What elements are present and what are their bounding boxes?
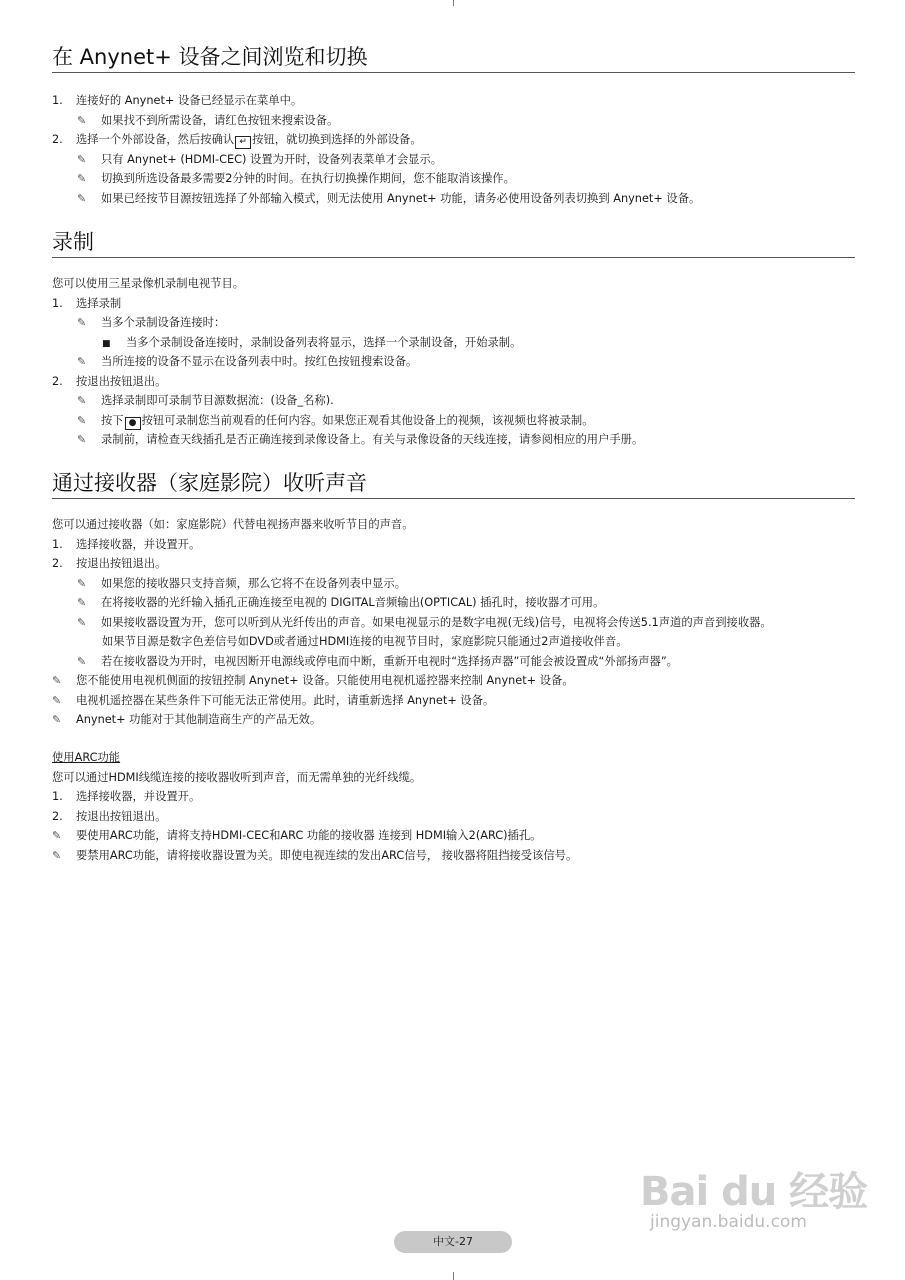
line-text: 选择接收器，并设置开。 bbox=[76, 537, 201, 551]
numbered-step bbox=[52, 557, 166, 571]
line-text: 录制前，请检查天线插孔是否正确连接到录像设备上。有关与录像设备的天线连接，请参阅相应的用户手册。 bbox=[101, 433, 644, 446]
note-pencil-icon: ✎ bbox=[77, 152, 87, 166]
section-title-anynet bbox=[52, 44, 855, 73]
line-text: 只有 Anynet+ (HDMI-CEC) 设置为开时，设备列表菜单才会显示。 bbox=[101, 152, 443, 166]
section-title-record bbox=[52, 229, 855, 258]
note-pencil-icon: ✎ bbox=[77, 413, 87, 427]
note-line bbox=[77, 192, 700, 206]
step-number: 2. bbox=[52, 374, 63, 388]
note-pencil-icon: ✎ bbox=[77, 191, 87, 205]
line-text: 您可以通过HDMI线缆连接的接收器收听到声音，而无需单独的光纤线缆。 bbox=[52, 770, 422, 784]
note-pencil-icon: ✎ bbox=[77, 355, 87, 368]
line-text: 如果您的接收器只支持音频，那么它将不在设备列表中显示。 bbox=[101, 576, 407, 590]
note-line bbox=[77, 355, 417, 369]
note-line bbox=[52, 694, 494, 708]
step-number: 2. bbox=[52, 557, 63, 570]
bullet-line bbox=[102, 336, 521, 351]
page-number: 中文-27 bbox=[394, 1231, 512, 1253]
enter-button-icon: ↵ bbox=[235, 136, 251, 149]
note-line bbox=[77, 316, 225, 330]
text-line bbox=[52, 518, 414, 532]
numbered-step bbox=[52, 133, 422, 149]
note-line bbox=[77, 414, 594, 430]
line-text: 按下 bbox=[101, 413, 124, 427]
note-pencil-icon: ✎ bbox=[77, 576, 87, 590]
line-text: 您不能使用电视机侧面的按钮控制 Anynet+ 设备。只能使用电视机遥控器来控制 Anynet+ 设备。 bbox=[76, 674, 574, 687]
line-text: 连接好的 Anynet+ 设备已经显示在菜单中。 bbox=[76, 94, 303, 107]
line-text: 您可以使用三星录像机录制电视节目。 bbox=[52, 277, 245, 290]
line-text: 如果已经按节目源按钮选择了外部输入模式，则无法使用 Anynet+ 功能，请务必使用设备列表切换到 Anynet+ 设备。 bbox=[101, 191, 701, 205]
line-text: 若在接收器设为开时，电视因断开电源线或停电而中断，重新开电视时“选择扬声器”可能会被设置成“外部扬声器”。 bbox=[101, 654, 678, 668]
line-text: 按退出按钮退出。 bbox=[76, 557, 167, 570]
page-title: 在 Anynet+ 设备之间浏览和切换 bbox=[52, 44, 855, 73]
watermark-logo: Bai du 经验 bbox=[640, 1169, 868, 1215]
step-number: 2. bbox=[52, 809, 63, 823]
step-number: 1. bbox=[52, 790, 63, 804]
subheading bbox=[52, 751, 120, 765]
text-line bbox=[52, 771, 421, 785]
numbered-step bbox=[52, 810, 166, 824]
note-pencil-icon: ✎ bbox=[77, 654, 87, 668]
line-text: 当多个录制设备连接时： bbox=[101, 316, 226, 329]
note-pencil-icon: ✎ bbox=[77, 316, 87, 329]
note-line bbox=[77, 172, 515, 186]
note-line bbox=[77, 655, 678, 669]
note-line bbox=[77, 153, 442, 167]
square-bullet-icon: ■ bbox=[102, 338, 111, 349]
text-line bbox=[52, 277, 244, 291]
note-line bbox=[77, 616, 772, 630]
note-line bbox=[77, 577, 406, 591]
line-text: 选择接收器，并设置开。 bbox=[76, 790, 201, 804]
section-heading: 通过接收器（家庭影院）收听声音 bbox=[52, 470, 855, 499]
step-number: 1. bbox=[52, 296, 63, 310]
note-pencil-icon: ✎ bbox=[77, 394, 87, 407]
note-pencil-icon: ✎ bbox=[77, 172, 87, 185]
line-text: 您可以通过接收器（如：家庭影院）代替电视扬声器来收听节目的声音。 bbox=[52, 518, 414, 531]
numbered-step bbox=[52, 94, 302, 108]
line-text: 要禁用ARC功能，请将接收器设置为关。即使电视连续的发出ARC信号， 接收器将阻挡接受该信号。 bbox=[76, 848, 578, 862]
line-text: Anynet+ 功能对于其他制造商生产的产品无效。 bbox=[76, 713, 322, 726]
line-text: 当多个录制设备连接时，录制设备列表将显示，选择一个录制设备，开始录制。 bbox=[126, 335, 522, 349]
section-heading: 录制 bbox=[52, 229, 855, 258]
line-text: 电视机遥控器在某些条件下可能无法正常使用。此时，请重新选择 Anynet+ 设备。 bbox=[76, 693, 495, 707]
note-pencil-icon: ✎ bbox=[77, 596, 87, 609]
line-text: 如果节目源是数字色差信号如DVD或者通过HDMI连接的电视节目时，家庭影院只能通过2声道接收伴音。 bbox=[102, 635, 628, 648]
step-number: 2. bbox=[52, 133, 63, 146]
line-text: 按退出按钮退出。 bbox=[76, 809, 167, 823]
line-text: 在将接收器的光纤输入插孔正确连接至电视的 DIGITAL音频输出(OPTICAL) 插孔时，接收器才可用。 bbox=[101, 596, 605, 609]
line-text: 选择录制即可录制节目源数据流：(设备_名称). bbox=[101, 394, 334, 407]
numbered-step bbox=[52, 297, 121, 311]
watermark-url: jingyan.baidu.com bbox=[650, 1212, 807, 1232]
line-text: 按退出按钮退出。 bbox=[76, 374, 167, 388]
note-line bbox=[77, 596, 604, 610]
note-line bbox=[52, 849, 577, 863]
line-text: 要使用ARC功能，请将支持HDMI-CEC和ARC 功能的接收器 连接到 HDMI输入2(ARC)插孔。 bbox=[76, 829, 542, 843]
note-pencil-icon: ✎ bbox=[52, 713, 62, 726]
line-text: 按钮可录制您当前观看的任何内容。如果您正观看其他设备上的视频，该视频也将被录制。 bbox=[141, 413, 594, 427]
note-pencil-icon: ✎ bbox=[77, 615, 87, 629]
line-text: 按钮，就切换到选择的外部设备。 bbox=[252, 133, 422, 146]
note-pencil-icon: ✎ bbox=[52, 674, 62, 687]
line-text: 切换到所选设备最多需要2分钟的时间。在执行切换操作期间，您不能取消该操作。 bbox=[101, 172, 515, 185]
text-line bbox=[102, 635, 628, 649]
line-text: 如果找不到所需设备，请红色按钮来搜索设备。 bbox=[101, 113, 339, 127]
note-line bbox=[77, 433, 643, 447]
note-line bbox=[52, 829, 541, 843]
line-text: 选择录制 bbox=[76, 296, 122, 310]
numbered-step bbox=[52, 375, 166, 389]
section-title-receiver bbox=[52, 470, 855, 499]
numbered-step bbox=[52, 790, 200, 804]
note-pencil-icon: ✎ bbox=[77, 433, 87, 446]
line-text: 选择一个外部设备，然后按确认 bbox=[76, 133, 235, 146]
note-line bbox=[77, 114, 338, 128]
note-pencil-icon: ✎ bbox=[52, 829, 62, 843]
note-line bbox=[77, 394, 334, 408]
line-text: 如果接收器设置为开，您可以听到从光纤传出的声音。如果电视显示的是数字电视(无线)信号，电视将会传送5.1声道的声音到接收器。 bbox=[101, 615, 772, 629]
note-line bbox=[52, 674, 574, 688]
line-text: 当所连接的设备不显示在设备列表中时。按红色按钮搜索设备。 bbox=[101, 355, 418, 368]
crop-mark bbox=[453, 1272, 454, 1280]
note-pencil-icon: ✎ bbox=[52, 848, 62, 862]
note-line bbox=[52, 713, 321, 727]
step-number: 1. bbox=[52, 94, 63, 107]
line-text: 使用ARC功能 bbox=[52, 751, 121, 765]
numbered-step bbox=[52, 538, 200, 552]
record-button-icon: ● bbox=[125, 417, 141, 430]
step-number: 1. bbox=[52, 537, 63, 551]
note-pencil-icon: ✎ bbox=[77, 113, 87, 127]
crop-mark bbox=[453, 0, 454, 6]
note-pencil-icon: ✎ bbox=[52, 693, 62, 707]
